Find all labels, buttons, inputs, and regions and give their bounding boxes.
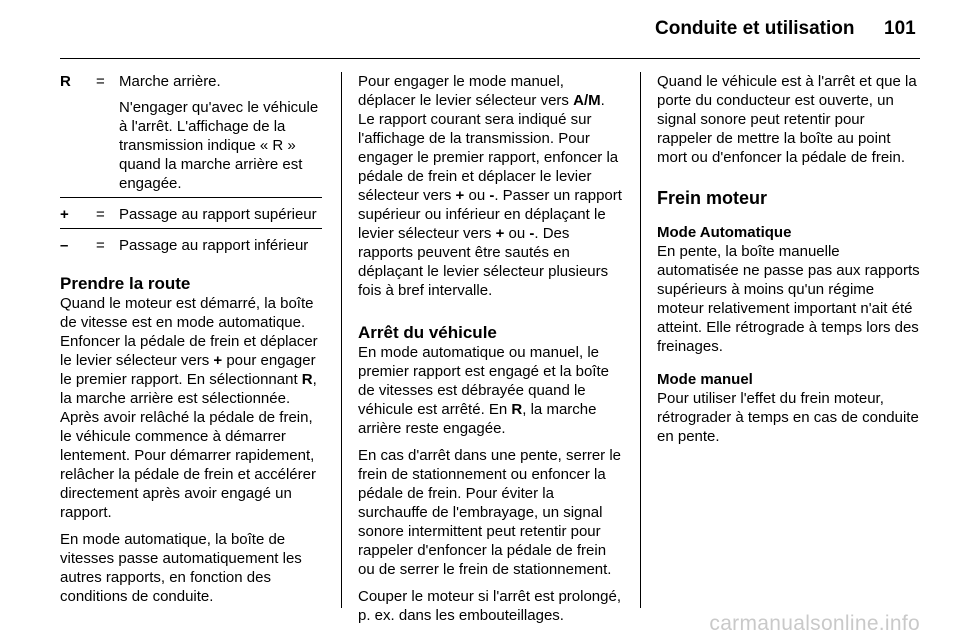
definition-r [60, 72, 322, 198]
page-header-title: Conduite et utilisation [655, 18, 855, 39]
section-heading-frein-moteur: Frein moteur [657, 188, 768, 208]
def-key: + [60, 206, 69, 223]
column-1 [60, 72, 322, 614]
def-text: Marche arrière. [119, 73, 221, 90]
section-heading-arret-du-vehicule: Arrêt du véhicule [358, 323, 497, 342]
column-divider-1 [341, 72, 342, 608]
page-number: 101 [884, 18, 916, 39]
subheading-mode-manuel: Mode manuel [657, 371, 753, 388]
subheading-mode-automatique: Mode Automatique [657, 224, 792, 241]
paragraph: Pour engager le mode manuel, déplacer le levier sélecteur vers A/M. Le rapport courant sera indiqué sur l'affichage de la transmission. Pour engager le premier rapport, enfoncer la pédale de frein et déplacer le levier sélecteur vers + ou -. Passer un rapport supérieur ou inférieur en déplaçant le levier sélecteur vers + ou -. Des rapports peuvent être sautés en déplaçant le levier sélecteur plusieurs fois à bref intervalle. [358, 73, 622, 299]
paragraph: En cas d'arrêt dans une pente, serrer le frein de stationnement ou enfoncer la pédale de frein. Pour éviter la surchauffe de l'embrayage, un signal sonore intermittent peut retentir pour rappeler d'enfoncer la pédale de frein ou de serrer le frein de stationnement. [358, 447, 622, 578]
def-text: Passage au rapport supérieur [119, 206, 317, 223]
watermark: carmanualsonline.info [709, 612, 920, 635]
def-equals: = [96, 73, 105, 90]
section-heading-prendre-la-route: Prendre la route [60, 274, 191, 293]
paragraph: En mode automatique, la boîte de vitesses passe automatiquement les autres rapports, en fonction des conditions de conduite. [60, 531, 302, 605]
definition-minus [60, 236, 322, 259]
def-key: R [60, 73, 71, 90]
paragraph: Quand le véhicule est à l'arrêt et que la porte du conducteur est ouverte, un signal sonore peut retentir pour rappeler de mettre la boîte au point mort ou d'enfoncer la pédale de frein. [657, 73, 917, 166]
paragraph: En pente, la boîte manuelle automatisée ne passe pas aux rapports supérieurs à moins qu'un régime moteur relativement important n'ait été atteint. Elle rétrograde à temps lors des freinages. [657, 243, 920, 355]
column-2 [358, 72, 623, 633]
paragraph: Quand le moteur est démarré, la boîte de vitesse est en mode automatique. Enfoncer la pédale de frein et déplacer le levier sélecteur vers + pour engager le premier rapport. En sélectionnant R, la marche arrière est sélectionnée. Après avoir relâché la pédale de frein, le véhicule commence à démarrer lentement. Pour démarrer rapidement, relâcher la pédale de frein et accélérer directement après avoir engagé un rapport. [60, 295, 318, 521]
def-equals: = [96, 237, 105, 254]
def-key: – [60, 237, 69, 254]
column-divider-2 [640, 72, 641, 608]
paragraph: Couper le moteur si l'arrêt est prolongé, p. ex. dans les embouteillages. [358, 588, 621, 624]
paragraph: Pour utiliser l'effet du frein moteur, rétrograder à temps en cas de conduite en pente. [657, 390, 919, 445]
header-rule [60, 58, 920, 59]
paragraph: En mode automatique ou manuel, le premier rapport est engagé et la boîte de vitesses est débrayée quand le véhicule est arrêté. En R, la marche arrière reste engagée. [358, 344, 609, 437]
def-extra-text: N'engager qu'avec le véhicule à l'arrêt. L'affichage de la transmission indique « R » quand la marche arrière est engagée. [119, 99, 319, 192]
column-3 [657, 72, 922, 454]
definition-plus [60, 205, 322, 229]
def-text: Passage au rapport inférieur [119, 237, 309, 254]
def-equals: = [96, 206, 105, 223]
